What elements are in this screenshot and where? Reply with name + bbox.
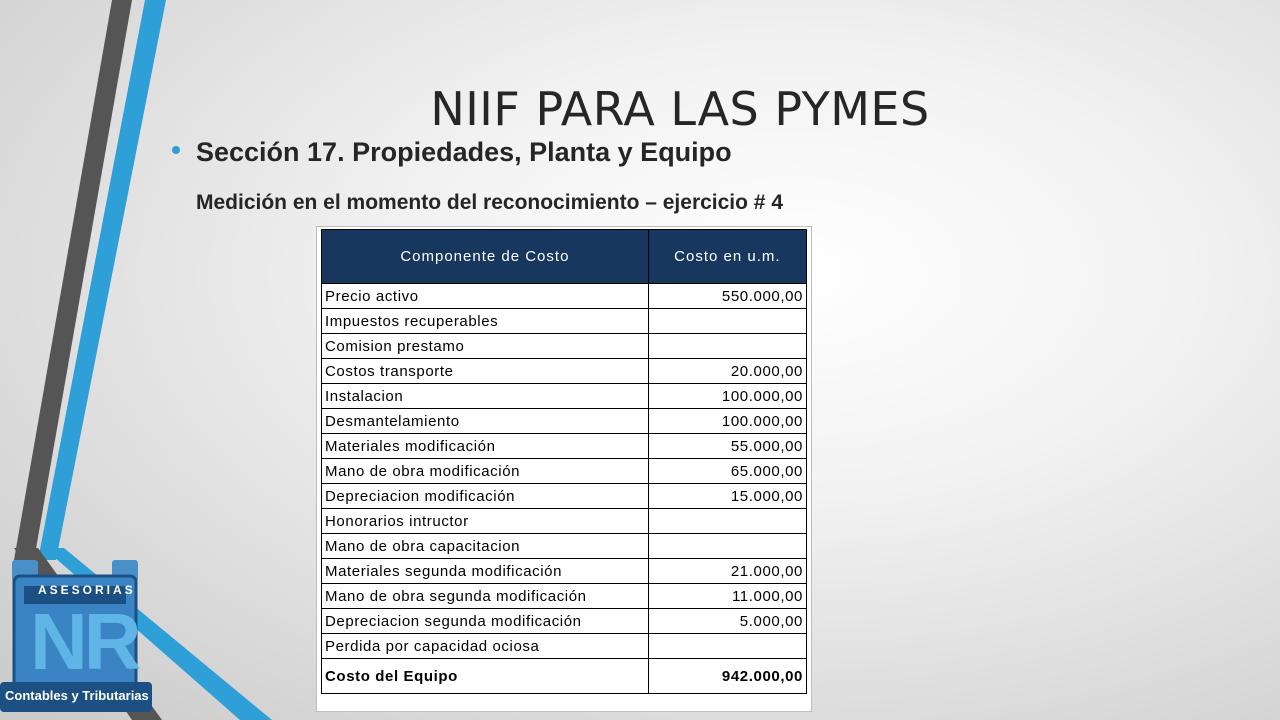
cost-component-label: Depreciacion segunda modificación — [322, 609, 649, 634]
slide-title: NIIF PARA LAS PYMES — [430, 82, 930, 136]
cost-component-label: Depreciacion modificación — [322, 484, 649, 509]
section-subheading: Medición en el momento del reconocimiento – ejercicio # 4 — [196, 191, 783, 214]
cost-component-label: Comision prestamo — [322, 334, 649, 359]
table-row — [322, 409, 807, 434]
table-row — [322, 309, 807, 334]
table-total-row — [322, 659, 807, 694]
cost-value: 65.000,00 — [648, 459, 806, 484]
total-label: Costo del Equipo — [322, 659, 649, 694]
section-heading: Sección 17. Propiedades, Planta y Equipo — [196, 137, 732, 167]
cost-value — [648, 634, 806, 659]
bullet-icon — [172, 146, 180, 154]
cost-component-label: Mano de obra capacitacion — [322, 534, 649, 559]
cost-value: 100.000,00 — [648, 409, 806, 434]
cost-component-label: Mano de obra modificación — [322, 459, 649, 484]
table-row — [322, 384, 807, 409]
table-body — [322, 284, 807, 694]
cost-component-label: Materiales segunda modificación — [322, 559, 649, 584]
cost-value — [648, 309, 806, 334]
logo-bottom-text: Contables y Tributarias — [2, 686, 152, 705]
table-header-row — [322, 230, 807, 284]
cost-component-label: Desmantelamiento — [322, 409, 649, 434]
cost-value: 15.000,00 — [648, 484, 806, 509]
table-row — [322, 584, 807, 609]
cost-value: 550.000,00 — [648, 284, 806, 309]
cost-table — [321, 229, 807, 694]
column-header-cost: Costo en u.m. — [648, 230, 806, 284]
table-row — [322, 434, 807, 459]
table-row — [322, 509, 807, 534]
cost-value: 5.000,00 — [648, 609, 806, 634]
total-value: 942.000,00 — [648, 659, 806, 694]
cost-component-label: Precio activo — [322, 284, 649, 309]
table-row — [322, 559, 807, 584]
cost-value — [648, 534, 806, 559]
logo-top-text: ASESORIAS — [38, 583, 136, 597]
cost-component-label: Honorarios intructor — [322, 509, 649, 534]
cost-value: 20.000,00 — [648, 359, 806, 384]
table-row — [322, 534, 807, 559]
column-header-component: Componente de Costo — [322, 230, 649, 284]
table-row — [322, 459, 807, 484]
cost-value — [648, 334, 806, 359]
logo-main-text: NR — [30, 597, 138, 686]
table-row — [322, 284, 807, 309]
table-row — [322, 359, 807, 384]
table-row — [322, 634, 807, 659]
cost-component-label: Mano de obra segunda modificación — [322, 584, 649, 609]
cost-value: 11.000,00 — [648, 584, 806, 609]
cost-value: 21.000,00 — [648, 559, 806, 584]
cost-component-label: Costos transporte — [322, 359, 649, 384]
cost-component-label: Materiales modificación — [322, 434, 649, 459]
cost-component-label: Instalacion — [322, 384, 649, 409]
table-row — [322, 609, 807, 634]
cost-value — [648, 509, 806, 534]
table-row — [322, 484, 807, 509]
cost-component-label: Perdida por capacidad ociosa — [322, 634, 649, 659]
cost-component-label: Impuestos recuperables — [322, 309, 649, 334]
cost-value: 100.000,00 — [648, 384, 806, 409]
table-row — [322, 334, 807, 359]
cost-value: 55.000,00 — [648, 434, 806, 459]
cost-table-container — [316, 226, 812, 712]
